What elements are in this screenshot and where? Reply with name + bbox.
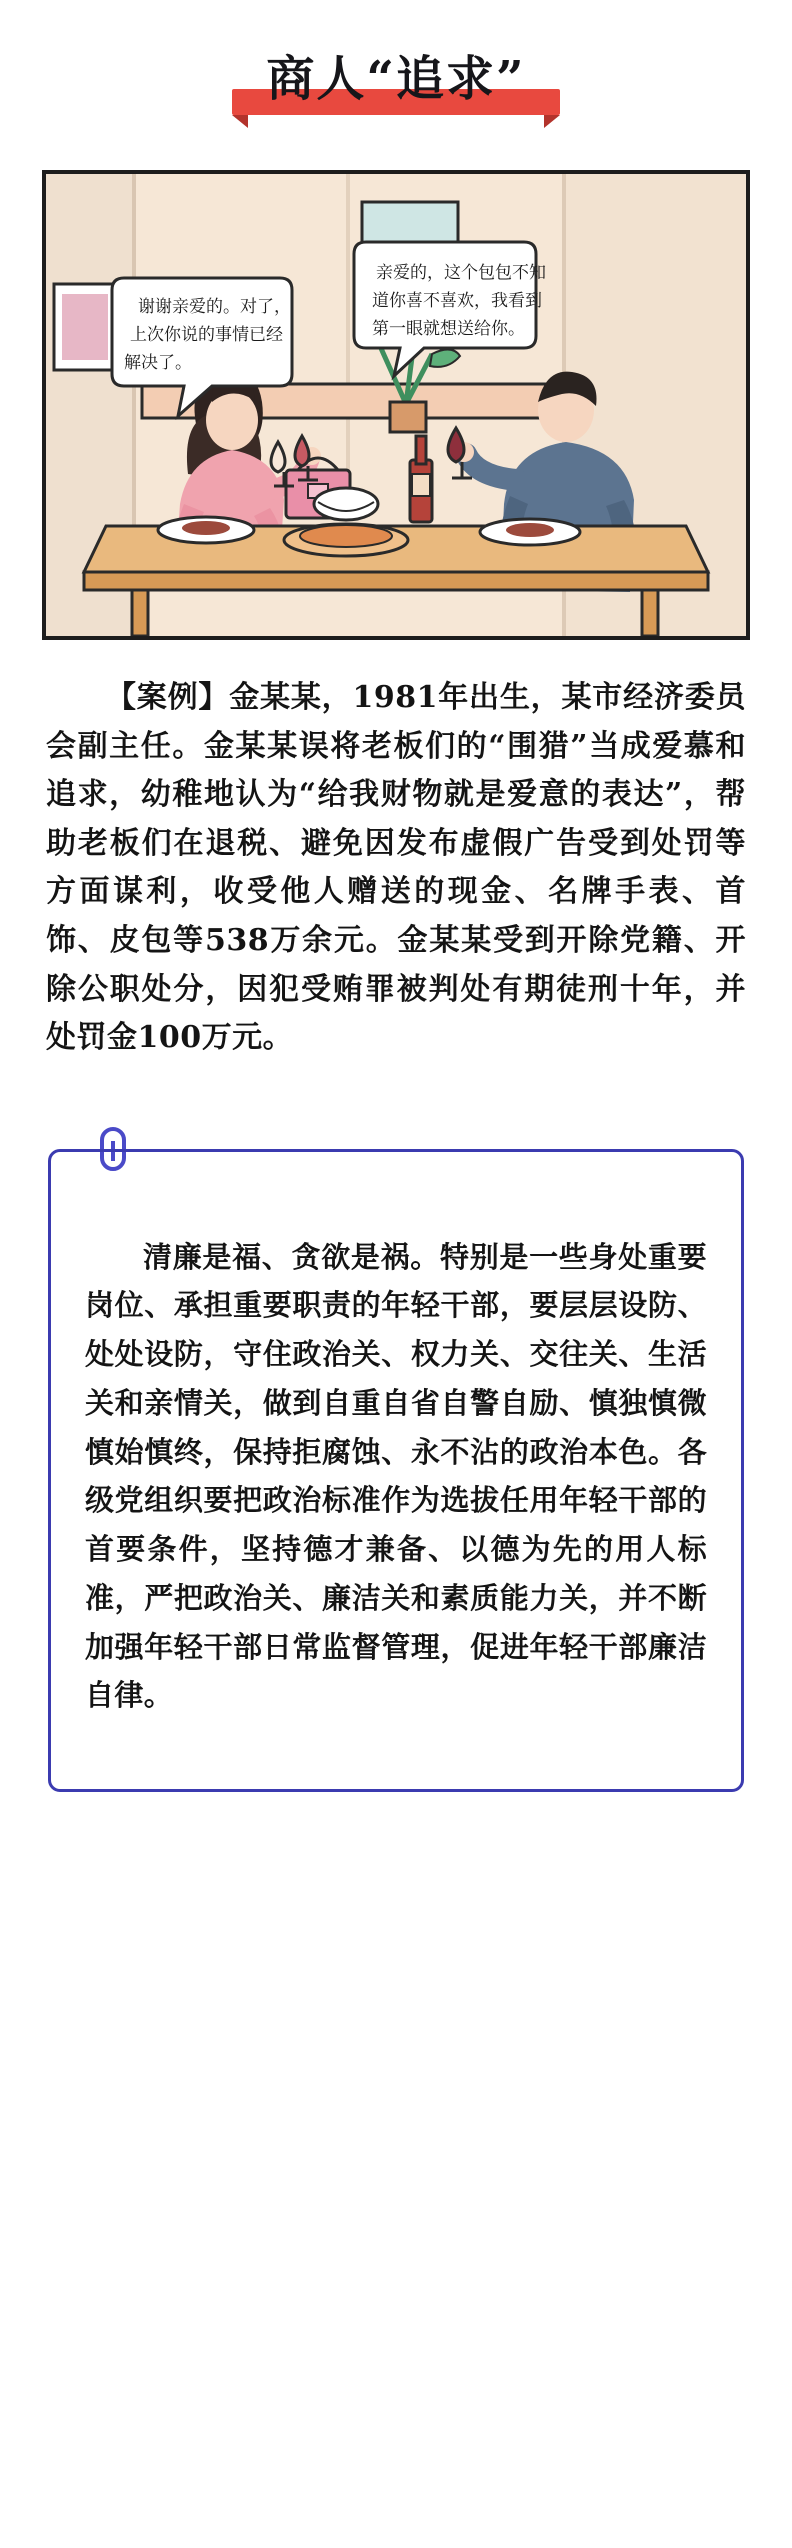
bubble-left-line-3: 解决了。 — [124, 353, 192, 372]
illustration-frame — [42, 170, 750, 640]
page-title: 商人“追求” — [266, 50, 526, 107]
bubble-left-line-1: 谢谢亲爱的。对了， — [138, 297, 291, 316]
illustration-svg — [46, 174, 746, 636]
title-banner — [232, 47, 559, 124]
bubble-left-line-2: 上次你说的事情已经 — [130, 325, 283, 344]
comment-paragraph: 清廉是福、贪欲是祸。特别是一些身处重要岗位、承担重要职责的年轻干部，要层层设防、处处设防，守住政治关、权力关、交往关、生活关和亲情关，做到自重自省自警自励、慎独慎微慎始慎终，保持拒腐蚀、永不沾的政治本色。各级党组织要把政治标准作为选拔任用年轻干部的首要条件，坚持德才兼备、以德为先的用人标准，严把政治关、廉洁关和素质能力关，并不断加强年轻干部日常监督管理，促进年轻干部廉洁自律。 — [85, 1239, 707, 1713]
title-section — [42, 0, 750, 170]
case-paragraph: 【案例】金某某，1981年出生，某市经济委员会副主任。金某某误将老板们的“围猎”当成爱慕和追求，幼稚地认为“给我财物就是爱意的表达”，帮助老板们在退税、避免因发布虚假广告受到处罚等方面谋利，收受他人赠送的现金、名牌手表、首饰、皮包等538万余元。金某某受到开除党籍、开除公职处分，因犯受贿罪被判处有期徒刑十年，并处罚金100万元。 — [46, 680, 746, 1056]
comment-section — [48, 1149, 744, 1792]
bubble-right-line-3: 第一眼就想送给你。 — [372, 319, 525, 338]
bubble-right-line-1: 亲爱的，这个包包不知 — [376, 263, 546, 282]
comment-box — [48, 1149, 744, 1792]
bubble-right-line-2: 道你喜不喜欢，我看到 — [372, 291, 542, 310]
